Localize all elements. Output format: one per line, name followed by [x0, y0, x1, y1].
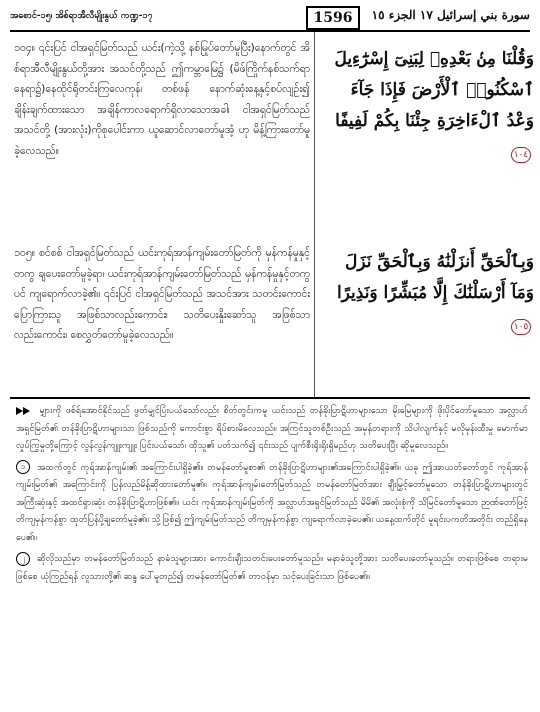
footnote-marker: ၂	[16, 552, 30, 566]
footnote-text: မျှားကို ဖစ်ရ်အောင်နိုင်သည် ဖွတ်မျှင်ပြံးပယ်သော်လည်း စိတ်တွင်းကမူ ယင်းသည် တန်ခိုးပြာဋိဟာများသော မိုးမြေများကို ဖိုးပိုင်တော်မူသော အလ္လာဟ်အရှင်မြတ်၏ တန်ခိုးပြာဋိဟာများသာ ဖြစ်သည်ကို ကောင်းစွာ ရိပ်စားမိလေသည်။ အကြင်သူတစ်ဦးသည် အမှန်တရားကို သိပါလျက်နှင့် မလိုမုန်းထီးမှု မောက်မာလှုပ်ကြွမှုတို့ကြောင့် လွန်လွန်ကျူးကျူး ပြင်းပယ်သော်၊ ထိုသူ၏ ပတ်သက်၍ ၎င်းသည် ပျက်စီးရိုးရိုးရှိမည်ဟု သတိပေးပြီး ဆိုမူလေသည်။	[16, 406, 528, 451]
footnote-text: ဆိုလိုသည်မှာ တမန်တော်မြတ်သည် နာခံသူများအား ကောင်းချီးသတင်းပေးတော်မူသည်။ မနာခံသူတို့အား သတိပေးတော်မူသည်။ တရားဖြစ်စေ တရားမဖြစ်စေ ယုံကြည်ရန် လူသားတို့၏ ဆန္ဒ ပေါ်မူတည်၍ တမန်တော်မြတ်၏ တာဝန်မှာ သင့်ပေးခြင်းသာ ဖြစ်ပေ၏။	[16, 554, 528, 582]
verse-arabic	[322, 44, 534, 168]
header-divider	[10, 30, 530, 32]
ayah-number-marker: ١٠٥	[511, 319, 531, 335]
footnote	[16, 460, 528, 548]
double-arrow-icon	[16, 406, 32, 416]
footnote-text: အထက်တွင် ကုရ်အာန်ကျမ်း၏ အကြောင်းပါရှိခဲ့၏။ တမန်တော်မူစာ၏ တန်ခိုးပြာဋိဟာများ၏အကြောင်းပါရှိခဲ့၏။ ယခု ဤအာယတ်တော်တွင် ကုရ်အာန်ကျမ်းမြတ်၏ အကြောင်းကို ပြန်လည်မိန့်ဆိုထားတော်မူ၏။ ကုရ်အာန်ကျမ်းတော်မြတ်သည် တမန်တော်မြတ်အား ချီးမြှင့်တော်မူသော တန်ခိုးပြာဋိဟာများတွင် အကြီးဆုံးနှင့် အထင်ရှားဆုံး တန်ခိုးပြာဋိဟာဖြစ်၏။ ယင်း ကုရ်အာန်ကျမ်းမြတ်ကို အလ္လာဟ်အရှင်မြတ်သည် မိမိ၏ အလုံးစုံကို သိမြင်တော်မူသော ဉာဏ်တော်ဖြင့် တိကျမှန်ကန်စွာ ထုတ်ပြန်ပို့ချတော်မူခဲ့၏။ သို့ဖြစ်၍ ဤကျမ်းမြတ်သည် တိကျမှန်ကန်စွာ ကျရောက်လာခဲ့ပေ၏။ ယနေ့ထက်တိုင် မူရင်းပကတိအတိုင်း တည်ရှိနေပေ၏။	[16, 462, 528, 543]
verse-translation: ၁၀၄။ ၎င်းပြင် ငါအရှင်မြတ်သည် ယင်း(ကဲ့သို့ နစ်မြုပ်တော်မူပြီး)နောက်တွင် အိစ်ရာအီလီမျိုးနွယ်တို့အား အသင်တို့သည် ဤကမ္ဘာမြေ၌ (မိဖ်ကြိုက်နစ်သက်ရာနေရာ၌)နေထိုင်ရိုတင်းကြလေကုန်၊ တစ်ဖန် နောက်ဆုံးနေ့နှင့်စပ်လျဉ်း၍ ချိန်းချက်ထားသော အချိန်ကာလရောက်ရှိလာသောအခါ၊ ငါအရှင်မြတ်သည် အသင်တို့ (အားလုံး)ကိုစုပေါင်းကာ ယူဆောင်လာတော်မူအံ့ ဟု မိန့်ကြားတော်မူခဲ့လေသည်။	[14, 42, 310, 157]
page-header	[6, 4, 534, 30]
page-number: 1596	[306, 6, 360, 30]
arabic-text: وَقُلْنَا مِنۢ بَعْدِهِۦ لِبَنِىٓ إِسْرَٰٓءِيلَ ٱسْكُنُوا۟ ٱلْأَرْضَ فَإِذَا جَآءَ وَعْدُ ٱلْءَاخِرَةِ جِئْنَا بِكُمْ لَفِيفًا	[334, 49, 534, 131]
footnote-marker: ၁	[16, 460, 30, 474]
ayah-number-marker: ١٠٤	[511, 147, 531, 163]
verse-translation: ၁၀၅။ စင်စစ် ငါအရှင်မြတ်သည် ယင်းကုရ်အာန်ကျမ်းတော်မြတ်ကို မှန်ကန်မှုနှင့်တကွ ချပေးတော်မူခဲ့ရာ၊ ယင်းကုရ်အာန်ကျမ်းတော်မြတ်သည် မှန်ကန်မှုနှင့်တကွပင် ကျရောက်လာခဲ့၏။ ၎င်းပြင် ငါအရှင်မြတ်သည် အသင်အား သတင်းကောင်းပြောကြားသူ အဖြစ်သာလည်းကောင်း၊ သတိပေးနှိုးဆော်သူ အဖြစ်သာလည်းကောင်း၊ စေလွှတ်တော်မူခဲ့လေသည်။	[14, 247, 310, 341]
arabic-text: وَبِٱلْحَقِّ أَنزَلْنَٰهُ وَبِٱلْحَقِّ نَزَلَ وَمَآ أَرْسَلْنَٰكَ إِلَّا مُبَشِّرًا وَنَذِيرًا	[336, 252, 534, 303]
footnote	[16, 551, 528, 586]
verse-arabic	[322, 247, 534, 340]
footnote-divider	[10, 397, 530, 399]
header-surah-info: سورة بني إسرائيل ١٧ الجزء ١٥	[371, 8, 530, 22]
header-chapter-info: အစောင်-၁၅၊ အိစ်ရာအီလီမျိုးနွယ် ကဏ္ဍ-၁၇	[10, 11, 153, 21]
footnote	[16, 403, 528, 456]
footnotes	[16, 403, 528, 590]
column-divider	[314, 32, 315, 397]
